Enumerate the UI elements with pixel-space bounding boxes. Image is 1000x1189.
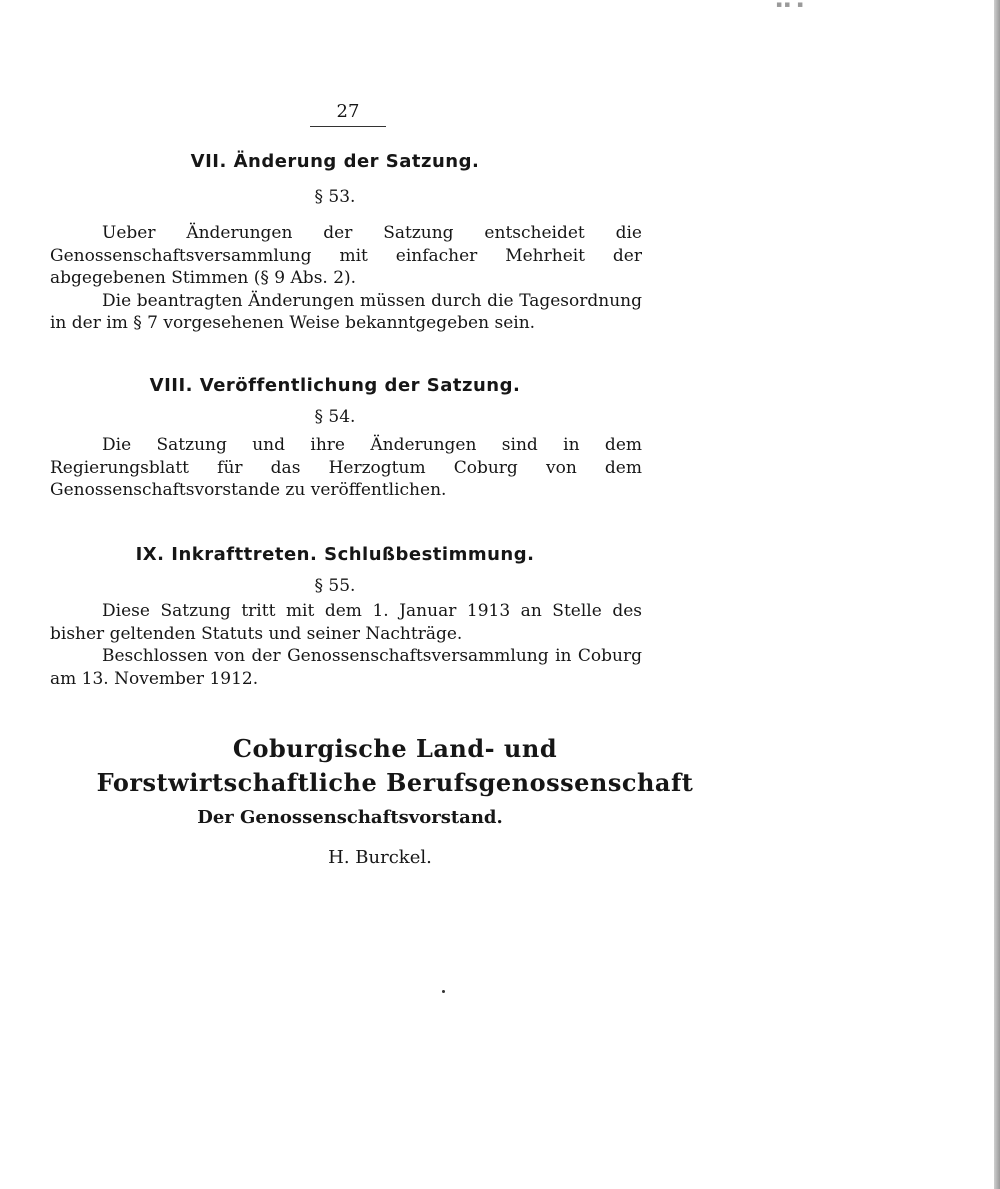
signature-organization-line-2: Forstwirtschaftliche Berufsgenossenschaft <box>96 768 694 797</box>
section-heading-vii: VII. Änderung der Satzung. <box>190 151 480 172</box>
paragraph-text: Ueber Änderungen der Satzung entscheidet die Genossenschaftsversammlung mit einfacher Mehrheit der abgegebenen Stimmen (§ 9 Abs. 2). <box>50 223 642 288</box>
section-body-viii <box>50 434 642 502</box>
paragraph-sign-54: § 54. <box>314 407 356 427</box>
section-heading-viii: VIII. Veröffentlichung der Satzung. <box>149 375 521 396</box>
paragraph-text: Beschlossen von der Genossenschaftsversammlung in Coburg am 13. November 1912. <box>50 646 642 689</box>
page-number-rule <box>310 126 386 127</box>
page-edge-shadow <box>994 0 1000 1189</box>
section-heading-ix: IX. Inkrafttreten. Schlußbestimmung. <box>135 544 535 565</box>
ink-speck <box>442 990 445 993</box>
paragraph-text: Diese Satzung tritt mit dem 1. Januar 1913 an Stelle des bisher geltenden Statuts und seiner Nachträge. <box>50 601 642 644</box>
section-body-ix <box>50 600 642 690</box>
paragraph-text: Die beantragten Änderungen müssen durch die Tagesordnung in der im § 7 vorgesehenen Weise bekanntgegeben sein. <box>50 290 642 333</box>
paragraph-sign-55: § 55. <box>314 576 356 596</box>
paragraph-text: Die Satzung und ihre Änderungen sind in dem Regierungsblatt für das Herzogtum Coburg von dem Genossenschaftsvorstande zu veröffentlichen. <box>50 435 642 500</box>
scan-corner-mark: ▪▪ ▪ <box>776 0 806 10</box>
section-body-vii <box>50 222 642 335</box>
page-number: 27 <box>336 101 360 122</box>
paragraph-sign-53: § 53. <box>314 187 356 207</box>
signature-name: H. Burckel. <box>328 847 432 868</box>
signature-organization-line-1: Coburgische Land- und <box>232 734 558 763</box>
signature-board: Der Genossenschaftsvorstand. <box>197 807 503 828</box>
